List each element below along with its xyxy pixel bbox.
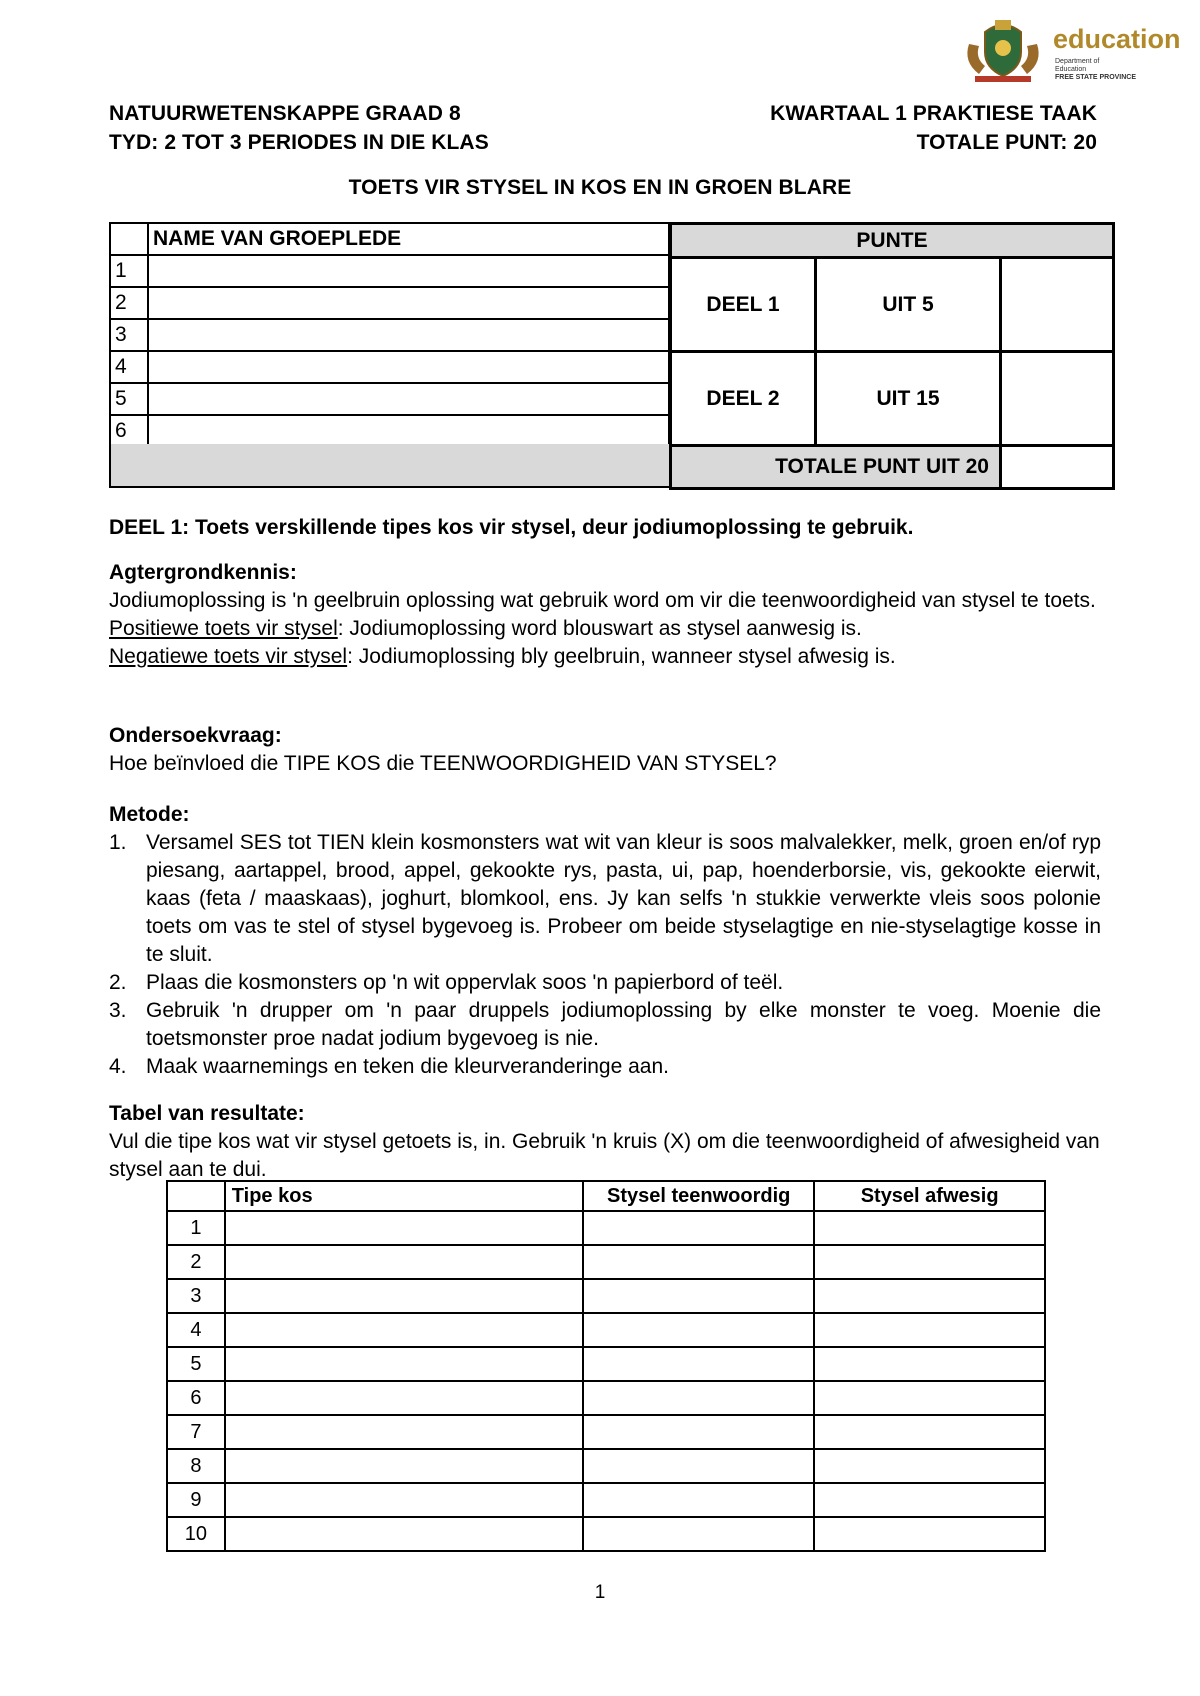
starch-absent-field[interactable] (814, 1381, 1045, 1415)
table-row (167, 1245, 1045, 1279)
part2-score-field[interactable] (1001, 352, 1114, 446)
starch-present-field[interactable] (583, 1347, 814, 1381)
row-number: 8 (167, 1449, 225, 1483)
part1-score-field[interactable] (1001, 258, 1114, 352)
food-type-field[interactable] (225, 1483, 583, 1517)
group-members-table (109, 222, 670, 448)
starch-absent-field[interactable] (814, 1211, 1045, 1245)
food-type-field[interactable] (225, 1245, 583, 1279)
row-number: 2 (167, 1245, 225, 1279)
subject-heading: NATUURWETENSKAPPE GRAAD 8 (109, 102, 461, 125)
method-step (109, 997, 1101, 1053)
row-number: 9 (167, 1483, 225, 1517)
negative-test-text: : Jodiumoplossing bly geelbruin, wanneer stysel afwesig is. (347, 645, 896, 668)
food-type-field[interactable] (225, 1313, 583, 1347)
starch-absent-field[interactable] (814, 1415, 1045, 1449)
starch-present-field[interactable] (583, 1415, 814, 1449)
step-number: 3. (109, 999, 127, 1022)
table-row (167, 1381, 1045, 1415)
table-row (167, 1517, 1045, 1551)
starch-present-field[interactable] (583, 1483, 814, 1517)
row-number: 3 (110, 319, 148, 351)
logo-line-2: Education (1055, 66, 1087, 73)
table-row (167, 1483, 1045, 1517)
starch-present-field[interactable] (583, 1211, 814, 1245)
method-step (109, 1053, 1101, 1081)
row-number: 1 (167, 1211, 225, 1245)
method-heading: Metode: (109, 803, 190, 826)
part2-max: UIT 15 (816, 352, 1001, 446)
education-logo (955, 14, 1181, 86)
row-number: 2 (110, 287, 148, 319)
column-header-food-type: Tipe kos (225, 1181, 583, 1211)
total-heading: TOTALE PUNT: 20 (916, 131, 1097, 154)
food-type-field[interactable] (225, 1415, 583, 1449)
row-number: 3 (167, 1279, 225, 1313)
member-name-field[interactable] (148, 287, 669, 319)
method-step (109, 829, 1101, 969)
food-type-field[interactable] (225, 1517, 583, 1551)
starch-present-field[interactable] (583, 1449, 814, 1483)
table-row (167, 1313, 1045, 1347)
question-section (109, 722, 1101, 778)
step-number: 4. (109, 1055, 127, 1078)
method-list (109, 829, 1101, 1081)
group-members-header: NAME VAN GROEPLEDE (148, 223, 669, 255)
starch-absent-field[interactable] (814, 1449, 1045, 1483)
step-text: Maak waarnemings en teken die kleurveranderinge aan. (146, 1055, 669, 1078)
row-number: 5 (110, 383, 148, 415)
logo-word: education (1053, 24, 1181, 54)
time-heading: TYD: 2 TOT 3 PERIODES IN DIE KLAS (109, 131, 489, 154)
starch-absent-field[interactable] (814, 1517, 1045, 1551)
negative-test-label: Negatiewe toets vir stysel (109, 645, 348, 668)
question-text: Hoe beïnvloed die TIPE KOS die TEENWOORDIGHEID VAN STYSEL? (109, 752, 777, 775)
page-title: TOETS VIR STYSEL IN KOS EN IN GROEN BLARE (348, 176, 852, 199)
member-name-field[interactable] (148, 351, 669, 383)
starch-absent-field[interactable] (814, 1313, 1045, 1347)
task-heading: KWARTAAL 1 PRAKTIESE TAAK (770, 102, 1097, 125)
row-number: 7 (167, 1415, 225, 1449)
row-number: 10 (167, 1517, 225, 1551)
part2-label: DEEL 2 (671, 352, 816, 446)
background-section (109, 559, 1101, 671)
results-section (109, 1100, 1101, 1184)
member-name-field[interactable] (148, 383, 669, 415)
starch-absent-field[interactable] (814, 1347, 1045, 1381)
starch-present-field[interactable] (583, 1245, 814, 1279)
step-text: Plaas die kosmonsters op 'n wit oppervlak soos 'n papierbord of teël. (146, 971, 784, 994)
table-row (167, 1279, 1045, 1313)
results-instructions: Vul die tipe kos wat vir stysel getoets is, in. Gebruik 'n kruis (X) om die teenwoordigheid of afwesigheid van stysel aan te dui. (109, 1130, 1100, 1181)
part1-max: UIT 5 (816, 258, 1001, 352)
food-type-field[interactable] (225, 1211, 583, 1245)
starch-present-field[interactable] (583, 1517, 814, 1551)
positive-test-line (109, 615, 1101, 643)
step-number: 2. (109, 971, 127, 994)
positive-test-text: : Jodiumoplossing word blouswart as stysel aanwesig is. (337, 617, 862, 640)
marks-header: PUNTE (671, 224, 1114, 258)
negative-test-line (109, 643, 1101, 671)
coat-of-arms-icon (955, 14, 1051, 86)
logo-line-1: Department of (1055, 58, 1100, 65)
table-row (167, 1211, 1045, 1245)
step-text: Versamel SES tot TIEN klein kosmonsters wat wit van kleur is soos malvalekker, melk, groen en/of ryp piesang, aartappel, brood, appel, gekookte rys, pasta, ui, pap, hoenderborsie, vis, gekookte eierwit, kaas (feta / maaskaas), joghurt, blomkool, ens. Jy kan selfs 'n stukkie verwerkte vleis soos polonie toets om vas te stel of stysel bygevoeg is. Probeer om beide styselagtige en nie-styselagtige kosse in te sluit. (146, 831, 1101, 966)
logo-line-3: FREE STATE PROVINCE (1055, 74, 1137, 81)
row-number: 4 (167, 1313, 225, 1347)
method-step (109, 969, 1101, 997)
column-header-starch-absent: Stysel afwesig (814, 1181, 1045, 1211)
row-number: 6 (167, 1381, 225, 1415)
page-number: 1 (594, 1582, 606, 1603)
column-header-starch-present: Stysel teenwoordig (583, 1181, 814, 1211)
starch-present-field[interactable] (583, 1313, 814, 1347)
member-name-field[interactable] (148, 255, 669, 287)
question-heading: Ondersoekvraag: (109, 724, 282, 747)
total-label: TOTALE PUNT UIT 20 (671, 446, 1001, 489)
food-type-field[interactable] (225, 1381, 583, 1415)
food-type-field[interactable] (225, 1449, 583, 1483)
results-heading: Tabel van resultate: (109, 1102, 305, 1125)
results-table (166, 1180, 1046, 1552)
table-row (167, 1347, 1045, 1381)
starch-absent-field[interactable] (814, 1279, 1045, 1313)
food-type-field[interactable] (225, 1279, 583, 1313)
background-text: Jodiumoplossing is 'n geelbruin oplossing wat gebruik word om vir die teenwoordigheid van stysel te toets. (109, 589, 1096, 612)
row-number: 5 (167, 1347, 225, 1381)
table-corner (167, 1181, 225, 1211)
group-table-footer (109, 444, 672, 488)
starch-absent-field[interactable] (814, 1245, 1045, 1279)
member-name-field[interactable] (148, 319, 669, 351)
positive-test-label: Positiewe toets vir stysel (109, 617, 338, 640)
row-number: 1 (110, 255, 148, 287)
starch-present-field[interactable] (583, 1279, 814, 1313)
row-number: 6 (110, 415, 148, 447)
method-section (109, 801, 1101, 1081)
marks-table (669, 222, 1115, 490)
food-type-field[interactable] (225, 1347, 583, 1381)
part1-heading: DEEL 1: Toets verskillende tipes kos vir stysel, deur jodiumoplossing te gebruik. (109, 516, 914, 539)
total-score-field[interactable] (1001, 446, 1114, 489)
table-row (167, 1415, 1045, 1449)
row-number: 4 (110, 351, 148, 383)
part1-label: DEEL 1 (671, 258, 816, 352)
step-number: 1. (109, 831, 127, 854)
starch-absent-field[interactable] (814, 1483, 1045, 1517)
step-text: Gebruik 'n drupper om 'n paar druppels jodiumoplossing by elke monster te voeg. Moenie die toetsmonster proe nadat jodium bygevoeg is nie. (146, 999, 1101, 1050)
table-row (167, 1449, 1045, 1483)
table-corner (110, 223, 148, 255)
starch-present-field[interactable] (583, 1381, 814, 1415)
member-name-field[interactable] (148, 415, 669, 447)
background-heading: Agtergrondkennis: (109, 561, 297, 584)
